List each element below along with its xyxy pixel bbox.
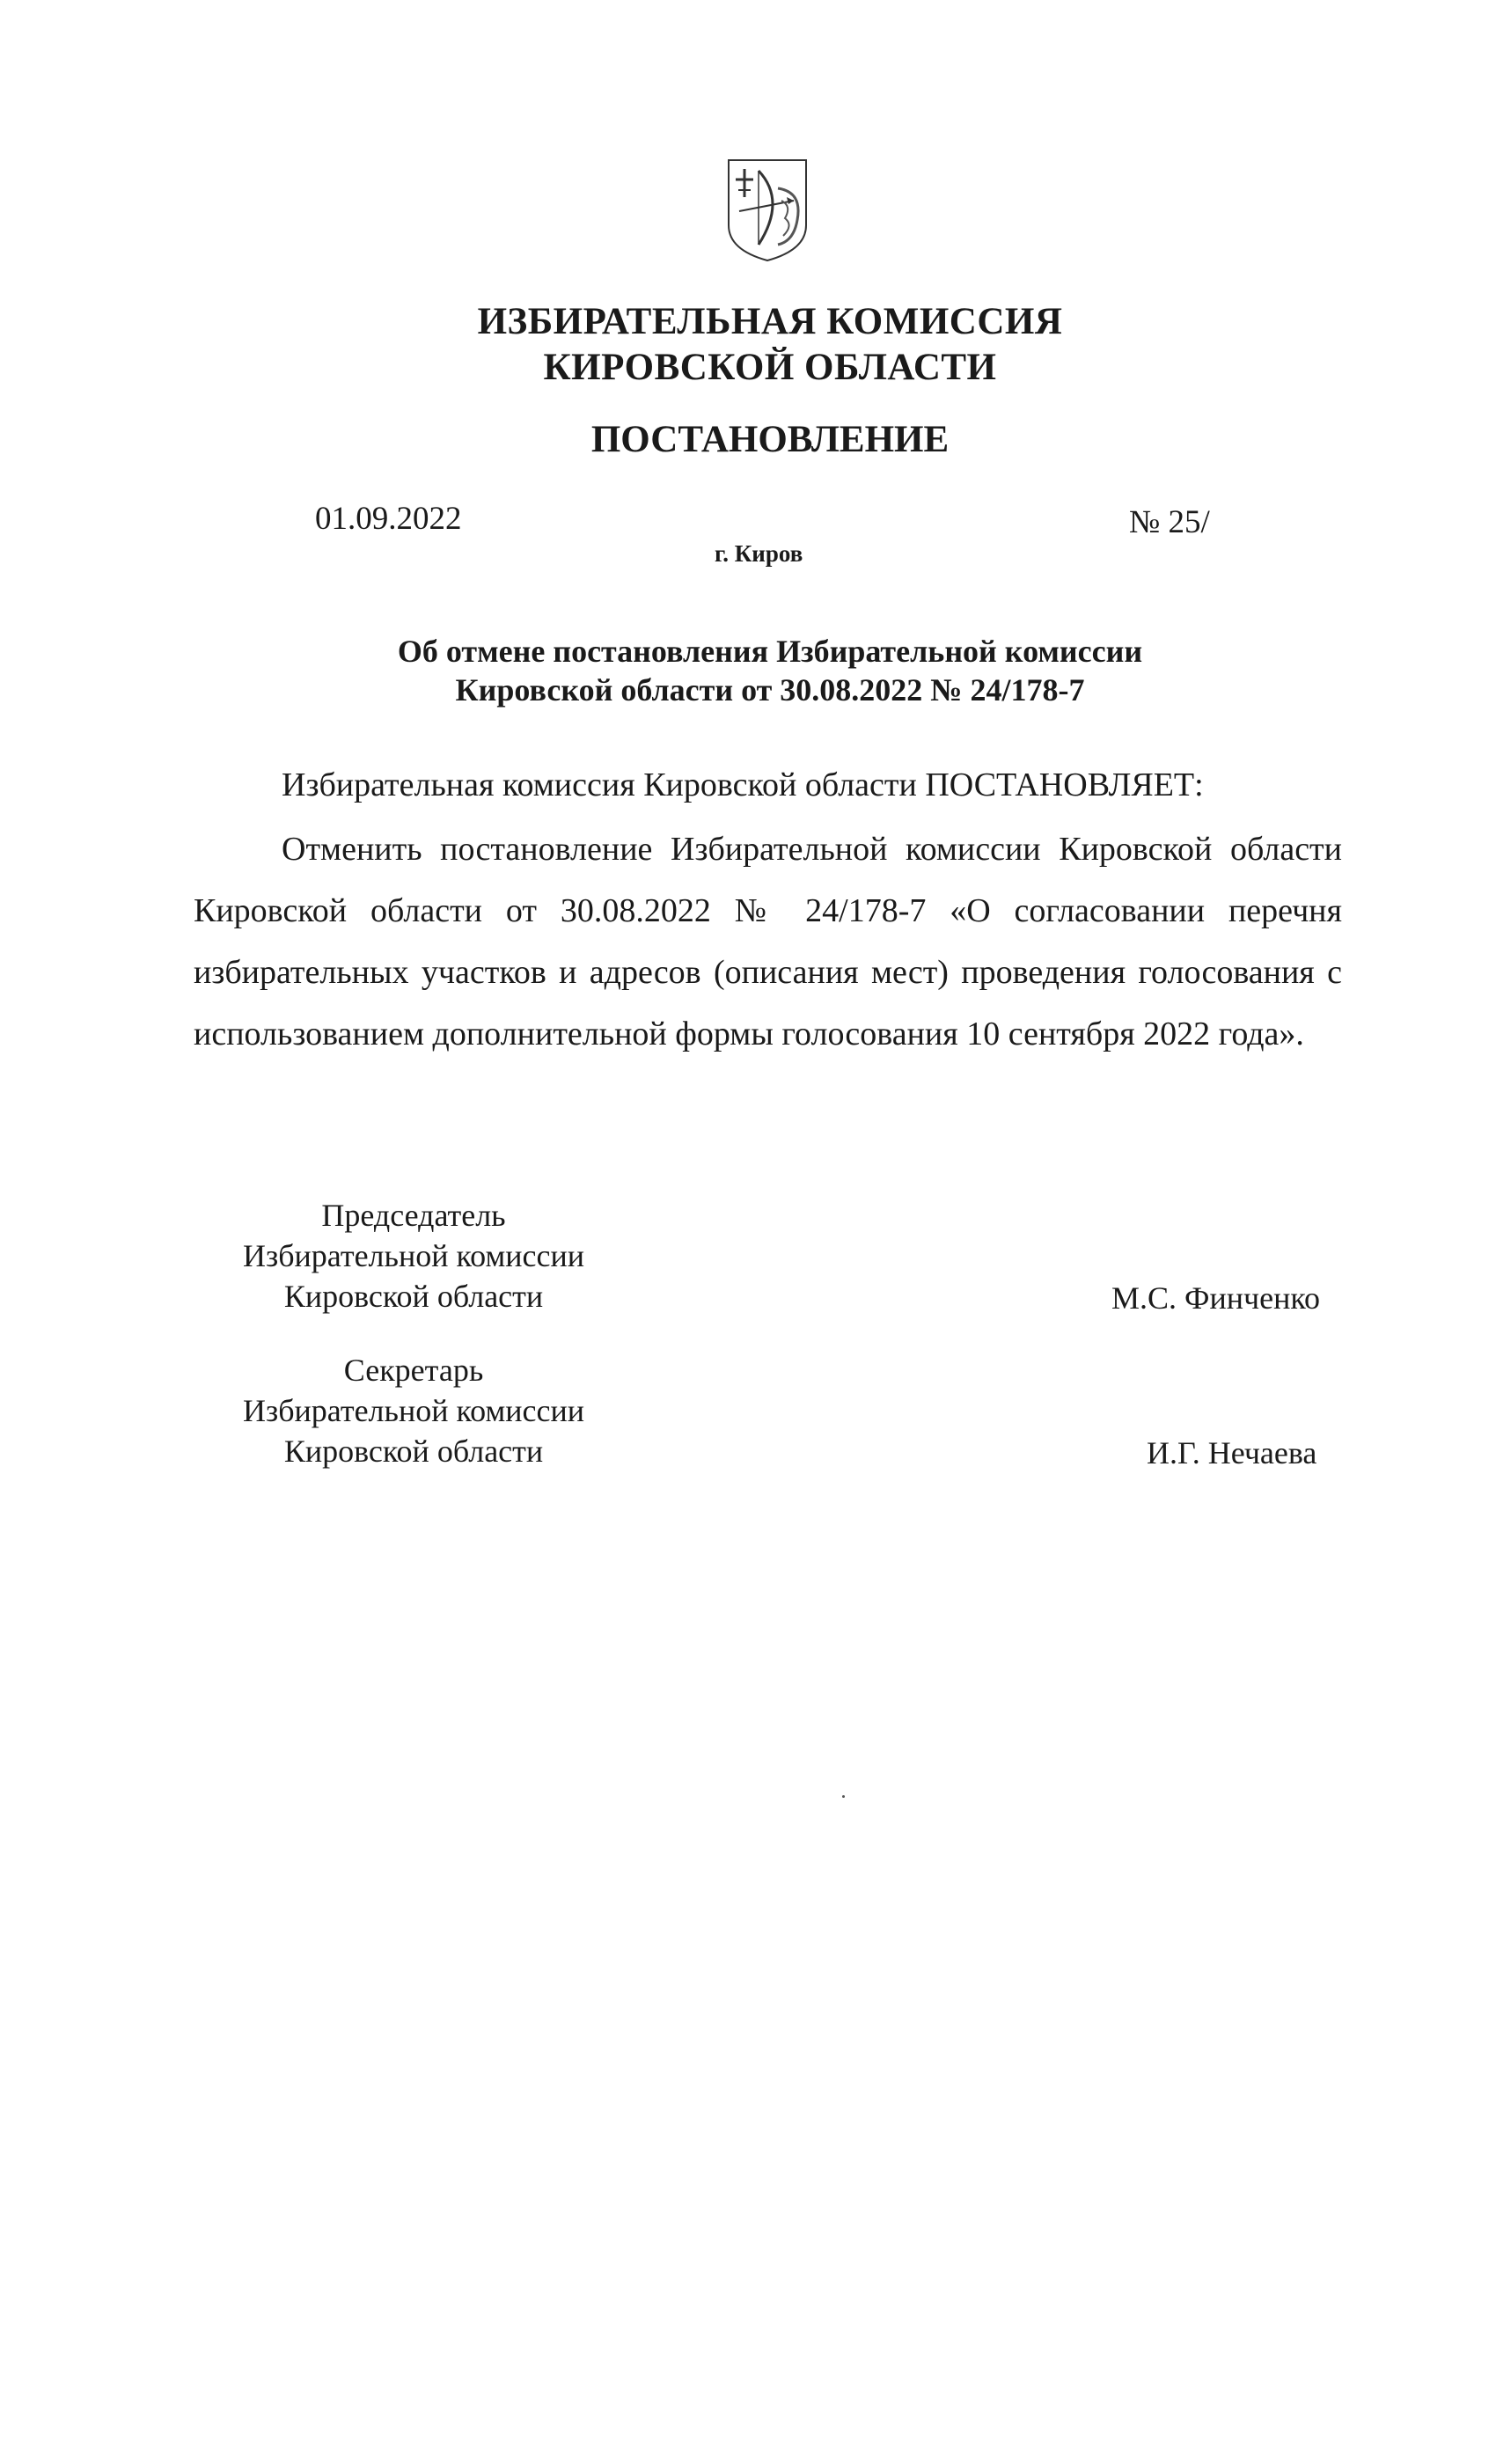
chair-title-line1: Председатель xyxy=(321,1198,506,1233)
preamble: Избирательная комиссия Кировской области ПОСТАНОВЛЯЕТ: xyxy=(282,766,1204,803)
subject-line1: Об отмене постановления Избирательной комиссии xyxy=(397,634,1143,669)
document-type: ПОСТАНОВЛЕНИЕ xyxy=(590,419,950,460)
kirov-coat-of-arms-icon xyxy=(723,157,811,264)
document-date: 01.09.2022 xyxy=(315,501,462,537)
scan-speck xyxy=(842,1795,845,1798)
document-number: № 25/ xyxy=(1129,504,1210,540)
secretary-signature-block xyxy=(176,1350,651,1471)
subject-line2: Кировской области от 30.08.2022 № 24/178-7 xyxy=(455,672,1085,708)
document-city: г. Киров xyxy=(715,540,803,567)
secretary-name: И.Г. Нечаева xyxy=(1147,1435,1317,1470)
secretary-title-line2: Избирательной комиссии xyxy=(243,1393,584,1428)
chair-title-line3: Кировской области xyxy=(283,1279,544,1314)
resolution-paragraph: Отменить постановление Избирательной комиссии Кировской области Кировской области от 30.08.2022 № 24/178-7 «О согласовании перечня избирательных участков и адресов (описания мест) проведения голосования с использованием дополнительной формы голосования 10 сентября 2022 года». xyxy=(194,831,1342,1052)
secretary-title-line1: Секретарь xyxy=(343,1353,484,1388)
secretary-title-line3: Кировской области xyxy=(283,1434,544,1469)
chair-title-line2: Избирательной комиссии xyxy=(243,1238,584,1273)
organization-name-line2: КИРОВСКОЙ ОБЛАСТИ xyxy=(543,347,997,388)
chair-signature-block xyxy=(176,1195,651,1316)
chair-name: М.С. Финченко xyxy=(1111,1280,1321,1316)
organization-name-line1: ИЗБИРАТЕЛЬНАЯ КОМИССИЯ xyxy=(477,301,1063,342)
